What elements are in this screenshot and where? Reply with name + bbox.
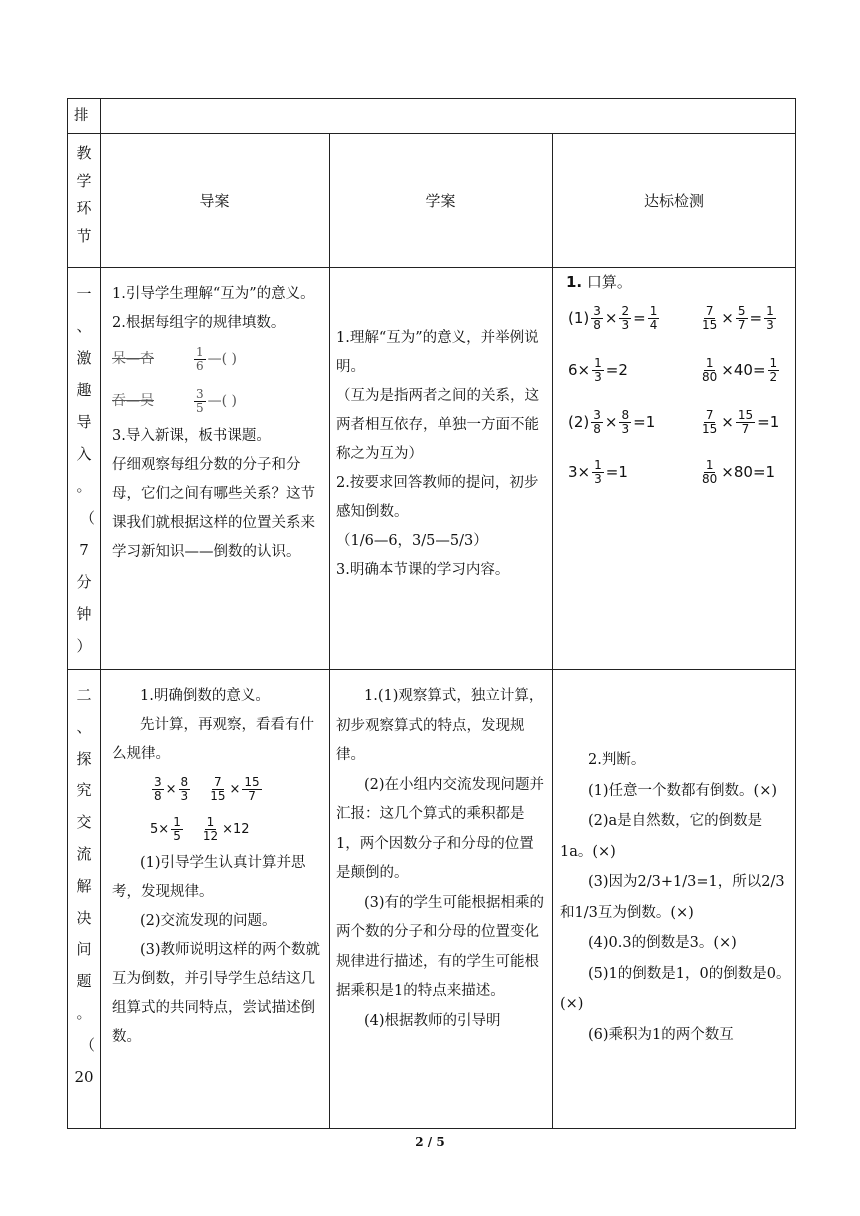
fraction: [201, 816, 220, 843]
times-sign: ×: [721, 361, 734, 379]
fraction: [700, 357, 719, 384]
char: （: [79, 1035, 95, 1054]
test-paragraph: (6)乘积为1的两个数互: [588, 1026, 734, 1043]
mental-math-exercise: [556, 269, 794, 495]
char: 导: [76, 413, 92, 431]
denominator: 3: [621, 421, 630, 436]
numerator: 1: [206, 814, 215, 829]
fraction: [648, 305, 660, 332]
numerator: 8: [180, 774, 189, 789]
numerator: 3: [196, 386, 204, 401]
result: 1: [765, 463, 776, 481]
word-pair: 呆—杏: [112, 350, 154, 367]
times-sign: ×: [158, 821, 170, 837]
char: 学: [76, 171, 92, 190]
equation: [698, 449, 775, 495]
fraction: [736, 409, 755, 436]
times-sign: ×: [604, 413, 618, 431]
equals-sign: =: [605, 463, 619, 481]
numerator: 1: [173, 814, 181, 829]
fraction: [768, 357, 780, 384]
numerator: 3: [593, 303, 601, 318]
fraction: [764, 305, 776, 332]
row-divider: [67, 133, 796, 134]
sec2-test: [560, 745, 792, 1050]
equals-sign: =: [757, 413, 770, 431]
test-paragraph: (3)因为2/3+1/3=1，所以2/3和1/3互为倒数。(×): [560, 874, 785, 921]
equals-sign: =: [752, 361, 766, 379]
equals-sign: =: [633, 413, 646, 431]
fraction: [700, 459, 719, 486]
fraction: [194, 388, 206, 415]
guide-paragraph: 1.引导学生理解“互为”的意义。2.根据每组字的规律填数。: [112, 286, 315, 331]
char: 一: [76, 285, 92, 303]
item-label: (2): [568, 413, 590, 431]
study-paragraph: (3)有的学生可能根据相乘的两个数的分子和分母的位置变化规律进行描述，有的学生可能根据乘积是1的特点来描述。: [336, 894, 545, 999]
fraction: [619, 409, 631, 436]
denominator: 3: [621, 317, 630, 332]
header-guide: 导案: [199, 192, 230, 210]
fraction: [171, 816, 183, 843]
denominator: 80: [702, 471, 718, 486]
guide-paragraph: (3)教师说明这样的两个数就互为倒数，并引导学生总结这几组算式的共同特点，尝试描述倒数。: [112, 942, 321, 1045]
fraction: [591, 409, 603, 436]
numerator: 7: [705, 407, 714, 422]
whole-number: 3: [568, 463, 578, 481]
times-sign: ×: [721, 309, 734, 327]
denominator: 7: [741, 421, 750, 436]
numerator: 8: [621, 407, 630, 422]
char: 决: [76, 908, 92, 927]
exercise-title: [566, 271, 794, 292]
times-sign: ×: [229, 781, 241, 797]
denominator: 5: [196, 400, 204, 415]
denominator: 6: [196, 358, 204, 373]
result: 1: [645, 413, 656, 431]
char: 探: [76, 749, 92, 768]
denominator: 12: [202, 828, 219, 843]
numerator: 5: [737, 303, 746, 318]
word-pair: 吞—吴: [112, 392, 154, 409]
word-pair-row: [112, 338, 324, 380]
equation: [698, 347, 781, 393]
char: 20: [74, 1067, 94, 1086]
fraction: [179, 776, 191, 803]
fraction: [194, 346, 206, 373]
times-sign: ×: [604, 309, 618, 327]
blank: —( ): [207, 350, 238, 367]
denominator: 7: [248, 788, 256, 803]
denominator: 3: [180, 788, 189, 803]
equation: [568, 449, 628, 495]
numerator: 3: [593, 407, 601, 422]
whole-number: 5: [150, 821, 159, 837]
numerator: 1: [705, 355, 714, 370]
col-divider: [552, 133, 553, 1129]
section2-label: [69, 680, 99, 1093]
denominator: 8: [593, 421, 601, 436]
whole-number: 6: [568, 361, 578, 379]
numerator: 1: [705, 457, 714, 472]
whole-number: 40: [733, 361, 753, 379]
char: 。: [76, 477, 92, 495]
fraction: [700, 305, 719, 332]
header-study: 学案: [425, 192, 456, 210]
test-paragraph: (2)a是自然数，它的倒数是1a。(×): [560, 813, 763, 860]
denominator: 3: [594, 369, 602, 384]
char: 教: [76, 144, 92, 162]
equation: [698, 295, 778, 341]
char: 激: [76, 349, 92, 367]
times-sign: ×: [577, 361, 591, 379]
guide-paragraph: 3.导入新课，板书课题。: [112, 428, 271, 444]
numerator: 1: [594, 355, 602, 370]
guide-paragraph: 先计算，再观察，看看有什么规律。: [112, 717, 314, 762]
denominator: 80: [702, 369, 718, 384]
equals-sign: =: [633, 309, 646, 327]
col-divider: [329, 133, 330, 1129]
study-paragraph: 3.明确本节课的学习内容。: [336, 562, 510, 578]
equation: [568, 295, 661, 341]
char: 交: [76, 813, 92, 832]
times-sign: ×: [165, 781, 177, 797]
fraction: [208, 776, 227, 803]
denominator: 3: [594, 471, 602, 486]
char: 解: [76, 876, 92, 895]
test-paragraph: (4)0.3的倒数是3。(×): [588, 935, 737, 951]
char: 究: [76, 781, 92, 800]
numerator: 1: [196, 344, 204, 359]
guide-paragraph: (2)交流发现的问题。: [140, 913, 277, 929]
numerator: 7: [705, 303, 714, 318]
study-paragraph: （互为是指两者之间的关系，这两者相互依存，单独一方面不能称之为互为）: [336, 388, 539, 462]
char: 钟: [76, 605, 92, 623]
guide-paragraph: 仔细观察每组分数的分子和分母，它们之间有哪些关系？这节课我们就根据这样的位置关系来学习新知识——倒数的认识。: [112, 457, 315, 560]
section1-label: [69, 278, 99, 662]
char: 流: [76, 844, 92, 863]
numerator: 3: [154, 774, 162, 789]
sec1-study: [336, 324, 548, 585]
fraction: [736, 305, 748, 332]
numerator: 1: [766, 303, 774, 318]
char: 。: [76, 1003, 92, 1022]
equation-row: [112, 809, 324, 849]
char: 分: [76, 573, 92, 591]
sec1-guide: [112, 280, 324, 567]
denominator: 15: [702, 421, 718, 436]
title-number: 1.: [566, 273, 583, 291]
fraction: [242, 776, 261, 803]
fraction: [591, 305, 603, 332]
numerator: 1: [594, 457, 602, 472]
equation-row: [112, 769, 324, 809]
equation: [698, 399, 779, 445]
denominator: 3: [766, 317, 774, 332]
fraction: [592, 357, 604, 384]
denominator: 8: [154, 788, 162, 803]
denominator: 8: [593, 317, 601, 332]
numerator: 15: [244, 774, 260, 789]
sec2-study: [336, 682, 548, 1036]
section-column-header: [69, 140, 99, 250]
char: 环: [76, 199, 92, 217]
blank: —( ): [207, 392, 238, 409]
denominator: 15: [702, 317, 718, 332]
equation: [568, 347, 628, 393]
item-label: (1): [568, 309, 590, 327]
whole-number: 12: [233, 821, 250, 837]
study-paragraph: 2.按要求回答教师的提问，初步感知倒数。: [336, 475, 539, 520]
test-paragraph: (1)任意一个数都有倒数。(×): [588, 782, 778, 799]
test-paragraph: (5)1的倒数是1，0的倒数是0。(×): [560, 965, 791, 1012]
char: 入: [76, 445, 92, 463]
numerator: 1: [649, 303, 658, 318]
times-sign: ×: [222, 821, 234, 837]
denominator: 5: [173, 828, 181, 843]
char: 题: [76, 972, 92, 991]
equals-sign: =: [752, 463, 766, 481]
study-paragraph: (4)根据教师的引导明: [364, 1012, 501, 1029]
result: 1: [618, 463, 628, 481]
word-pair-row: [112, 380, 324, 422]
char: 二: [76, 686, 92, 704]
title-text: 口算。: [586, 273, 632, 291]
denominator: 2: [769, 369, 778, 384]
times-sign: ×: [721, 413, 734, 431]
fraction: [700, 409, 719, 436]
char: ）: [76, 637, 92, 655]
col-divider: [100, 98, 101, 1129]
char: 7: [79, 541, 89, 559]
study-paragraph: (2)在小组内交流发现问题并汇报：这几个算式的乘积都是1，两个因数分子和分母的位置是颠倒的。: [336, 776, 545, 881]
guide-paragraph: 1.明确倒数的意义。: [140, 688, 270, 704]
page-number: 2 / 5: [415, 1135, 445, 1149]
row-divider: [67, 267, 796, 268]
equals-sign: =: [605, 361, 619, 379]
char: 节: [76, 226, 92, 245]
numerator: 7: [214, 774, 222, 789]
char: 趣: [76, 381, 92, 399]
top-row-label: 排: [74, 108, 89, 124]
equation: [568, 399, 655, 445]
row-divider: [67, 669, 796, 670]
study-paragraph: （1/6—6，3/5—5/3）: [336, 533, 488, 549]
numerator: 15: [737, 407, 754, 422]
equals-sign: =: [749, 309, 763, 327]
guide-paragraph: (1)引导学生认真计算并思考，发现规律。: [112, 855, 306, 900]
char: （: [79, 509, 95, 527]
result: 1: [769, 413, 780, 431]
fraction: [592, 459, 604, 486]
fraction: [152, 776, 164, 803]
times-sign: ×: [721, 463, 734, 481]
denominator: 4: [649, 317, 658, 332]
whole-number: 80: [733, 463, 753, 481]
char: 问: [76, 940, 92, 959]
char: 、: [76, 317, 92, 335]
test-paragraph: 2.判断。: [588, 752, 646, 768]
header-test: 达标检测: [643, 192, 704, 210]
numerator: 2: [621, 303, 630, 318]
sec2-guide: [112, 682, 324, 1052]
denominator: 7: [737, 317, 746, 332]
times-sign: ×: [577, 463, 591, 481]
fraction: [619, 305, 631, 332]
result: 2: [618, 361, 628, 379]
study-paragraph: 1.理解“互为”的意义，并举例说明。: [336, 330, 539, 375]
denominator: 15: [210, 788, 226, 803]
numerator: 1: [769, 355, 778, 370]
study-paragraph: 1.(1)观察算式，独立计算，初步观察算式的特点，发现规律。: [336, 688, 544, 763]
char: 、: [76, 717, 92, 736]
